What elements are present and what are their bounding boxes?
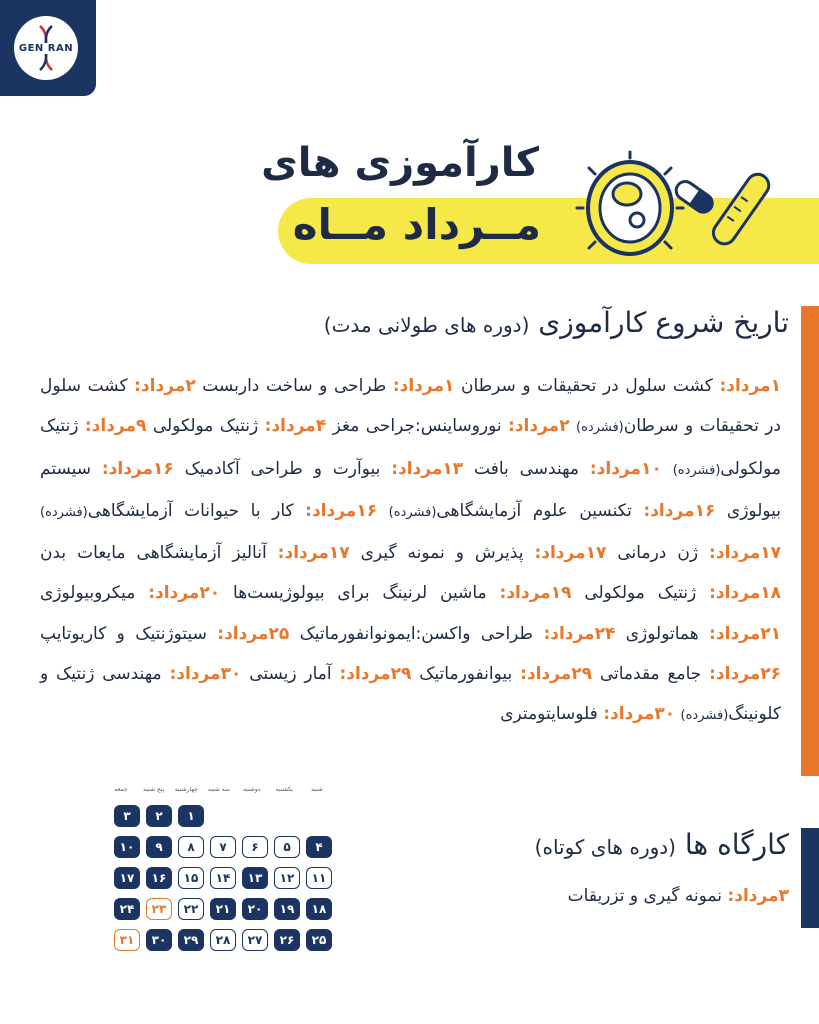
weekday-label: سه شنبه xyxy=(208,786,231,793)
long-section-title-text: تاریخ شروع کارآموزی xyxy=(538,306,789,339)
calendar-day: ۸ xyxy=(178,836,204,858)
course-item xyxy=(196,376,455,396)
calendar-day: ۲۶ xyxy=(274,929,300,951)
calendar-day: ۱ xyxy=(178,805,204,827)
course-title: ژنتیک مولکولی xyxy=(40,416,782,479)
calendar-day: ۷ xyxy=(210,836,236,858)
course-date: ۳۰مرداد: xyxy=(603,704,676,725)
calendar-day: ۱۰ xyxy=(114,836,140,858)
course-date: ۱۹مرداد: xyxy=(499,583,572,604)
course-item xyxy=(377,501,715,521)
workshop-section-title-text: کارگاه ها xyxy=(684,828,789,861)
course-item xyxy=(40,543,350,563)
calendar-day: ۱۴ xyxy=(210,867,236,889)
course-date: ۱۶مرداد: xyxy=(101,458,174,479)
course-title: کشت سلول در تحقیقات و سرطان xyxy=(40,376,781,437)
calendar-empty-cell xyxy=(210,805,236,827)
calendar-grid xyxy=(106,805,332,951)
calendar xyxy=(106,786,332,951)
course-title: میکروبیولوژی xyxy=(40,583,149,604)
course-date: ۱۷مرداد: xyxy=(534,543,607,564)
course-title: سیتوژنتیک و کاریوتایپ xyxy=(40,623,218,644)
course-item xyxy=(40,624,289,644)
weekday-label: دوشنبه xyxy=(242,786,261,793)
workshop-section-subtitle: (دوره های کوتاه) xyxy=(534,835,676,859)
workshop-item-text: نمونه گیری و تزریقات xyxy=(567,886,723,906)
calendar-day: ۲۱ xyxy=(210,898,236,920)
lab-illustration xyxy=(575,150,785,270)
course-date: ۳۰مرداد: xyxy=(169,664,242,685)
course-title: طراحی واکسن:ایمونوانفورماتیک xyxy=(299,623,544,644)
logo-text: GEN RAN xyxy=(18,42,74,54)
calendar-day: ۲۳ xyxy=(146,898,172,920)
course-date: ۲۵مرداد: xyxy=(217,623,290,644)
course-title: کشت سلول در تحقیقات و سرطان xyxy=(460,376,720,396)
course-item xyxy=(326,416,569,436)
course-date: ۱۳مرداد: xyxy=(391,458,464,479)
calendar-day: ۱۶ xyxy=(146,867,172,889)
course-date: ۱۷مرداد: xyxy=(709,543,781,564)
long-section-subtitle: (دوره های طولانی مدت) xyxy=(323,313,530,337)
weekday-label: شنبه xyxy=(311,786,323,793)
weekday-label: جمعه xyxy=(114,786,128,793)
course-title: بیوانفورماتیک xyxy=(419,664,521,685)
course-title: پذیرش و نمونه گیری xyxy=(360,543,535,564)
calendar-day: ۱۵ xyxy=(178,867,204,889)
course-title: آنالیز آزمایشگاهی مایعات بدن xyxy=(40,543,278,564)
calendar-day: ۲۷ xyxy=(242,929,268,951)
course-item xyxy=(592,664,781,684)
course-item xyxy=(241,664,411,684)
long-section-title xyxy=(324,306,789,339)
page-title-line1: کارآموزی های xyxy=(261,140,539,186)
calendar-day: ۴ xyxy=(306,836,332,858)
course-item xyxy=(500,704,675,724)
course-date: ۲مرداد: xyxy=(134,376,196,396)
calendar-day: ۵ xyxy=(274,836,300,858)
calendar-day: ۶ xyxy=(242,836,268,858)
calendar-day: ۱۷ xyxy=(114,867,140,889)
calendar-empty-cell xyxy=(306,805,332,827)
capsule-icon xyxy=(673,178,716,216)
course-item xyxy=(571,583,781,603)
course-title: آمار زیستی xyxy=(249,664,340,685)
calendar-day: ۱۲ xyxy=(274,867,300,889)
weekday-label: پنج شنبه xyxy=(143,786,165,793)
calendar-day: ۱۳ xyxy=(242,867,268,889)
calendar-day: ۲۲ xyxy=(178,898,204,920)
course-title: تکنسین علوم آزمایشگاهی xyxy=(436,500,644,521)
course-item xyxy=(411,664,592,684)
workshop-item-date: ۳مرداد: xyxy=(727,886,789,906)
calendar-day: ۲۹ xyxy=(178,929,204,951)
course-date: ۱۰مرداد: xyxy=(589,458,662,479)
calendar-day: ۲ xyxy=(146,805,172,827)
calendar-day: ۲۸ xyxy=(210,929,236,951)
weekday-label: چهارشنبه xyxy=(174,786,198,793)
page-title-line2: مــرداد مــاه xyxy=(292,200,541,249)
workshop-item xyxy=(568,886,789,906)
course-item xyxy=(289,624,615,644)
course-date: ۱۷مرداد: xyxy=(277,543,350,564)
course-item xyxy=(454,376,781,396)
course-item xyxy=(220,583,571,603)
course-item xyxy=(40,583,220,603)
course-note: (فشرده) xyxy=(680,708,729,724)
course-item xyxy=(615,624,781,644)
course-title: فلوسایتومتری xyxy=(500,704,604,725)
course-title: ژنتیک مولکولی xyxy=(152,416,265,437)
course-item xyxy=(606,543,781,563)
test-tube-icon xyxy=(709,170,773,248)
course-note: (فشرده) xyxy=(40,504,88,520)
course-item xyxy=(350,543,607,563)
calendar-day: ۲۴ xyxy=(114,898,140,920)
section-accent-bar xyxy=(801,306,819,776)
course-title: بیوآرت و طراحی آکادمیک xyxy=(184,458,392,479)
course-note: (فشرده) xyxy=(672,462,721,478)
course-date: ۱۶مرداد: xyxy=(305,500,378,521)
calendar-day: ۱۱ xyxy=(306,867,332,889)
course-date: ۲۰مرداد: xyxy=(148,583,221,604)
course-date: ۱۶مرداد: xyxy=(643,500,716,521)
course-date: ۲۶مرداد: xyxy=(709,664,782,685)
course-title: سیستم بیولوژی xyxy=(40,458,782,521)
course-item xyxy=(174,459,463,479)
calendar-day: ۲۵ xyxy=(306,929,332,951)
course-date: ۲مرداد: xyxy=(508,416,570,437)
course-title: ماشین لرنینگ برای بیولوژیست‌ها xyxy=(233,583,500,604)
course-note: (فشرده) xyxy=(388,504,437,520)
course-date: ۲۹مرداد: xyxy=(520,664,593,685)
course-title: جامع مقدماتی xyxy=(599,664,710,685)
long-course-list xyxy=(40,366,781,737)
course-item xyxy=(40,501,377,521)
course-date: ۲۱مرداد: xyxy=(709,623,781,644)
logo-box xyxy=(0,0,96,96)
workshop-accent-bar xyxy=(801,828,819,928)
course-item xyxy=(463,459,662,479)
course-title: ژن درمانی xyxy=(617,543,710,564)
calendar-day: ۱۸ xyxy=(306,898,332,920)
calendar-weekdays xyxy=(106,786,332,793)
calendar-empty-cell xyxy=(274,805,300,827)
course-date: ۲۹مرداد: xyxy=(339,664,412,685)
gene-logo-icon xyxy=(14,16,78,80)
bacteria-icon xyxy=(577,152,683,254)
weekday-label: یکشنبه xyxy=(275,786,293,793)
course-title: ژنتیک مولکولی xyxy=(584,583,710,604)
course-note: (فشرده) xyxy=(576,420,624,436)
workshop-section-title xyxy=(535,828,789,861)
calendar-day: ۲۰ xyxy=(242,898,268,920)
calendar-day: ۳ xyxy=(114,805,140,827)
course-date: ۱مرداد: xyxy=(719,376,782,396)
calendar-day: ۳۱ xyxy=(114,929,140,951)
course-title: مهندسی بافت xyxy=(474,458,590,479)
calendar-day: ۳۰ xyxy=(146,929,172,951)
course-title: مهندسی ژنتیک و کلونینگ xyxy=(40,664,781,725)
course-item xyxy=(146,416,326,436)
course-title: نوروساینس:جراحی مغز xyxy=(332,416,509,437)
calendar-day: ۹ xyxy=(146,836,172,858)
course-date: ۱۸مرداد: xyxy=(709,583,782,604)
calendar-empty-cell xyxy=(242,805,268,827)
course-title: طراحی و ساخت داربست xyxy=(202,376,393,396)
course-date: ۹مرداد: xyxy=(84,416,147,437)
course-title: کار با حیوانات آزمایشگاهی xyxy=(87,500,306,521)
course-date: ۴مرداد: xyxy=(264,416,327,437)
calendar-day: ۱۹ xyxy=(274,898,300,920)
course-title: هماتولوژی xyxy=(625,623,710,644)
course-date: ۲۴مرداد: xyxy=(543,623,616,644)
course-date: ۱مرداد: xyxy=(392,376,455,396)
